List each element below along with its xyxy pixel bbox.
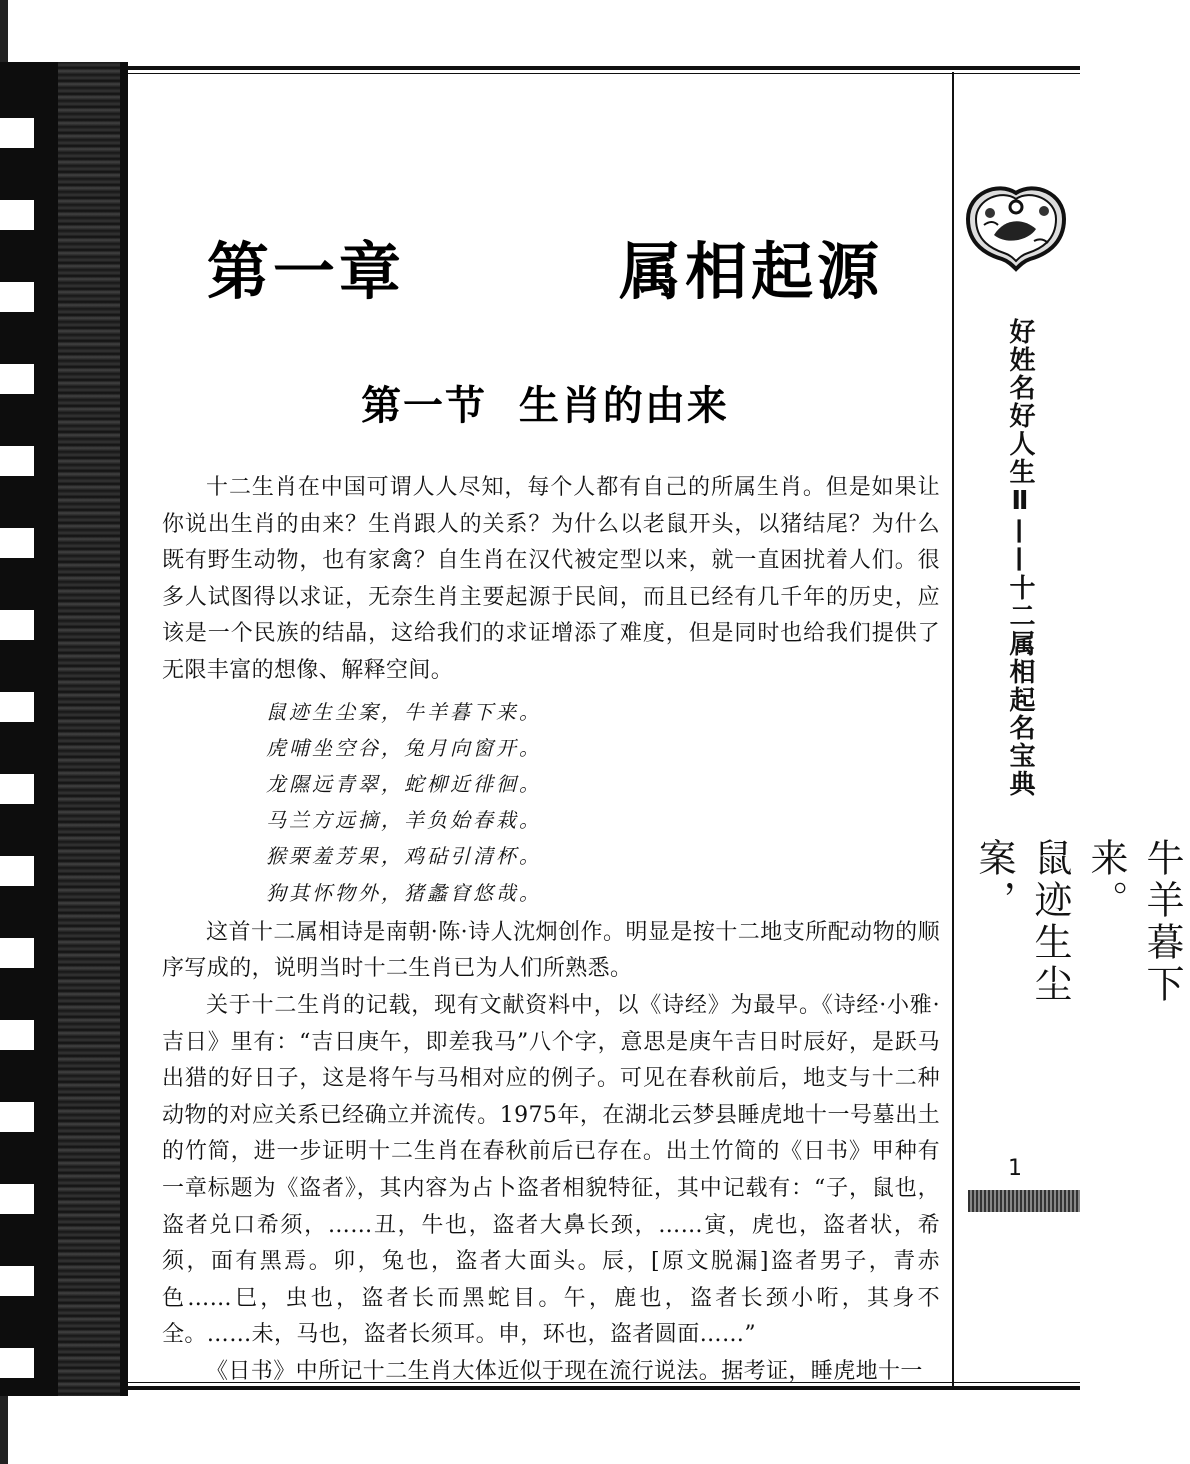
margin-poem bbox=[966, 838, 1190, 1058]
film-sprocket-hole bbox=[0, 692, 34, 722]
paragraph: 《日书》中所记十二生肖大体近似于现在流行说法。据考证，睡虎地十一 bbox=[206, 1358, 923, 1384]
film-sprocket-hole bbox=[0, 118, 34, 148]
zodiac-poem bbox=[266, 694, 940, 911]
film-sprocket-hole bbox=[0, 364, 34, 394]
paragraph: 十二生肖在中国可谓人人尽知，每个人都有自己的所属生肖。但是如果让你说出生肖的由来？生肖跟人的关系？为什么以老鼠开头，以猪结尾？为什么既有野生动物，也有家禽？自生肖在汉代被定型以来，就一直困扰着人们。很多人试图得以求证，无奈生肖主要起源于民间，而且已经有几千年的历史，应该是一个民族的结晶，这给我们的求证增添了难度，但是同时也给我们提供了无限丰富的想像、解释空间。 bbox=[162, 475, 940, 683]
film-sprocket-hole bbox=[0, 200, 34, 230]
paragraph: 这首十二属相诗是南朝·陈·诗人沈炯创作。明显是按十二地支所配动物的顺序写成的，说明当时十二生肖已为人们所熟悉。 bbox=[162, 919, 940, 982]
page-number-bar bbox=[968, 1190, 1080, 1212]
poem-line: 马兰方远摘，羊负始春栽。 bbox=[266, 808, 542, 833]
film-sprocket-hole bbox=[0, 938, 34, 968]
book-title-vertical: 好姓名好人生Ⅱ——十二属相起名宝典 bbox=[1005, 318, 1035, 798]
poem-line: 虎哺坐空谷，兔月向窗开。 bbox=[266, 735, 542, 760]
zodiac-emblem-icon bbox=[964, 185, 1068, 271]
chapter-title: 第一章 属相起源 bbox=[206, 235, 884, 308]
margin-divider bbox=[952, 72, 954, 1390]
film-sprocket-hole bbox=[0, 1020, 34, 1050]
film-sprocket-hole bbox=[0, 1184, 34, 1214]
page-number: 1 bbox=[1008, 1156, 1022, 1181]
film-sprocket-hole bbox=[0, 856, 34, 886]
main-text bbox=[162, 470, 940, 1391]
paragraph: 关于十二生肖的记载，现有文献资料中，以《诗经》为最早。《诗经·小雅·吉日》里有：“吉日庚午，即差我马”八个字，意思是庚午吉日时辰好，是跃马出猎的好日子，这是将午与马相对应的例子。可见在春秋前后，地支与十二种动物的对应关系已经确立并流传。1975年，在湖北云梦县睡虎地十一号墓出土的竹简，进一步证明十二生肖在春秋前后已存在。出土竹简的《日书》甲种有一章标题为《盗者》，其内容为占卜盗者相貌特征，其中记载有：“子，鼠也，盗者兑口希须，……丑，牛也，盗者大鼻长颈，……寅，虎也，盗者状，希须，面有黑焉。卯，兔也，盗者大面头。辰，[原文脱漏]盗者男子，青赤色……巳，虫也，盗者长而黑蛇目。午，鹿也，盗者长颈小哘，其身不全。……未，马也，盗者长须耳。申，环也，盗者圆面……” bbox=[162, 992, 940, 1348]
film-sprocket-hole bbox=[0, 282, 34, 312]
top-rule-thin bbox=[128, 73, 1080, 74]
poem-line: 龙隰远青翠，蛇柳近徘徊。 bbox=[266, 771, 542, 796]
margin-poem-line: 鼠迹生尘案， bbox=[972, 838, 1072, 1006]
top-rule-thick bbox=[128, 66, 1080, 70]
margin-poem-line: 牛羊暮下来。 bbox=[1084, 838, 1184, 1006]
poem-line: 鼠迹生尘案，牛羊暮下来。 bbox=[266, 699, 542, 724]
film-sprocket-hole bbox=[0, 1102, 34, 1132]
film-sprocket-hole bbox=[0, 1266, 34, 1296]
film-strip-binding bbox=[0, 62, 128, 1396]
poem-line: 猴栗羞芳果，鸡砧引清杯。 bbox=[266, 844, 542, 869]
film-sprocket-hole bbox=[0, 774, 34, 804]
film-sprocket-hole bbox=[0, 1348, 34, 1378]
film-strip-frames bbox=[58, 62, 120, 1396]
film-sprocket-hole bbox=[0, 610, 34, 640]
poem-line: 狗其怀物外，猪蠡窅悠哉。 bbox=[266, 880, 542, 905]
film-sprocket-hole bbox=[0, 528, 34, 558]
film-sprocket-hole bbox=[0, 446, 34, 476]
section-title: 第一节 生肖的由来 bbox=[361, 383, 729, 429]
